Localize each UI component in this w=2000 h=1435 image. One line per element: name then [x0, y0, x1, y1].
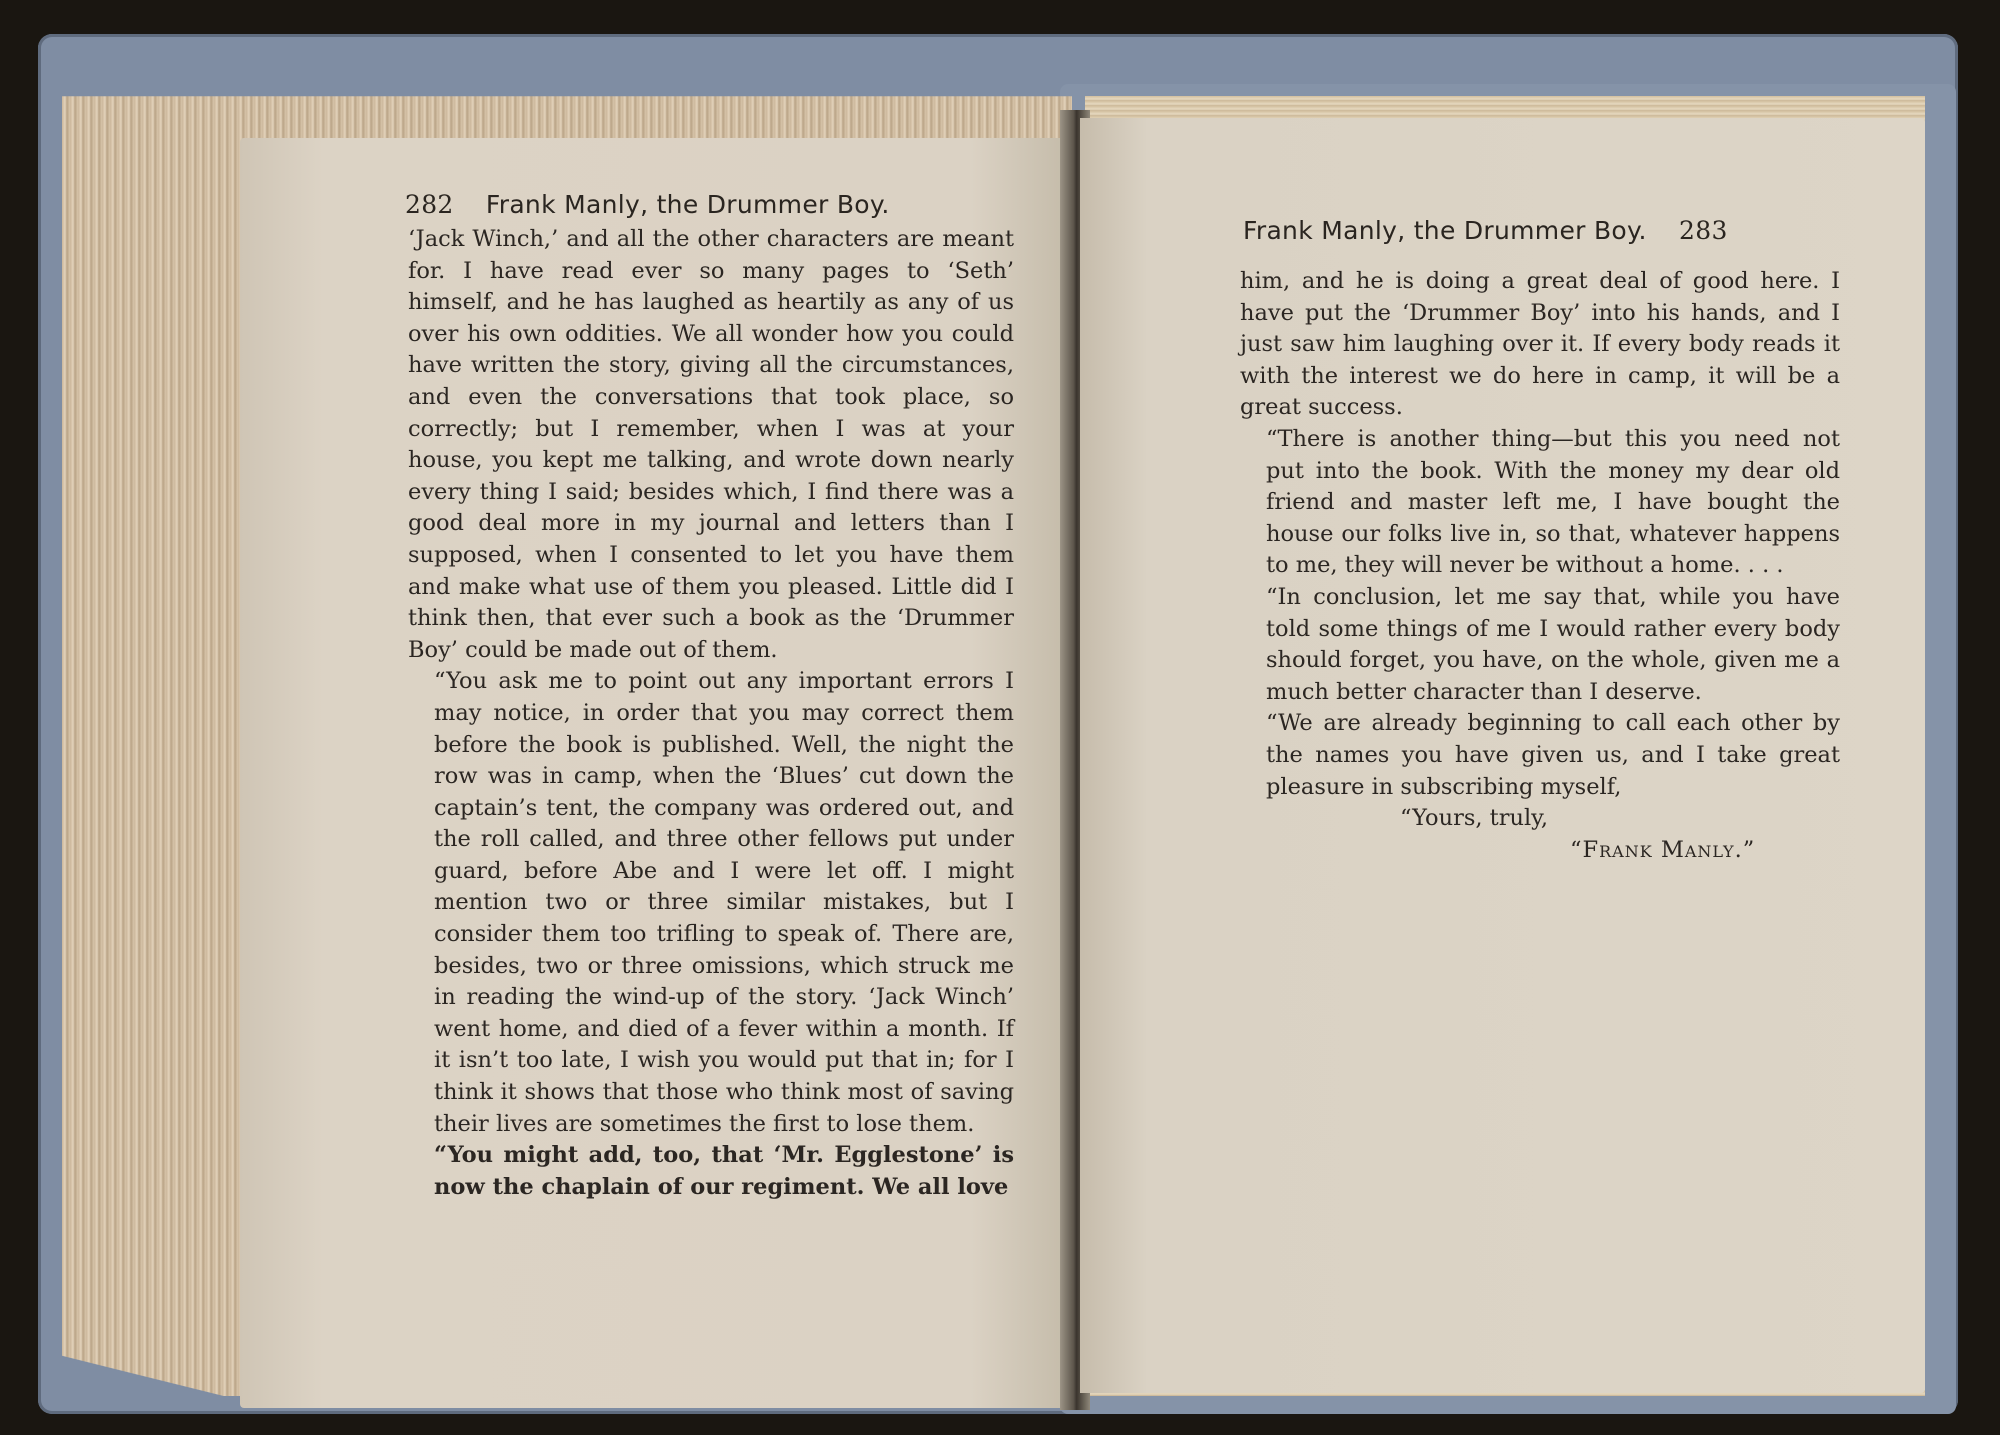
- left-paragraph-2: “You ask me to point out any important errors I may notice, in order that you may correct them before the book is published. Well, the night the row was in camp, when the ‘Blues’ cut down the captain’s tent, the company was ordered out, and the roll called, and three other fellows put under guard, before Abe and I were let off. I might mention two or three similar mistakes, but I consider them too trifling to speak of. There are, besides, two or three omissions, which struck me in reading the wind-up of the story. ‘Jack Winch’ went home, and died of a fever within a month. If it isn’t too late, I wish you would put that in; for I think it shows that those who think most of saving their lives are sometimes the first to lose them.: [434, 668, 1014, 1137]
- right-paragraph-1: him, and he is doing a great deal of good here. I have put the ‘Drummer Boy’ into his hands, and I just saw him laughing over it. If every body reads it with the interest we do here in camp, it will be a great success.: [1240, 268, 1840, 421]
- left-page: [240, 138, 1070, 1408]
- left-running-head: [405, 190, 890, 219]
- letter-closing: “Yours, truly,: [1400, 805, 1549, 832]
- right-paragraph-2: “There is another thing—but this you need not put into the book. With the money my dear old friend and master left me, I have bought the house our folks live in, so that, whatever happens to me, they will never be without a home. . . .: [1266, 425, 1840, 579]
- left-paragraph-3: “You might add, too, that ‘Mr. Egglestone’ is now the chaplain of our regiment. We all love: [434, 1142, 1014, 1200]
- right-paragraph-4: “We are already beginning to call each other by the names you have given us, and I take great pleasure in subscribing myself,: [1266, 710, 1840, 800]
- right-running-title: Frank Manly, the Drummer Boy.: [1243, 216, 1647, 245]
- right-text-block: [1240, 266, 1840, 866]
- right-running-head: [1243, 216, 1728, 245]
- left-paragraph-1: ‘Jack Winch,’ and all the other characters are meant for. I have read ever so many pages to ‘Seth’ himself, and he has laughed as heartily as any of us over his own oddities. We all wonder how you could have written the story, giving all the circumstances, and even the conversations that took place, so correctly; but I remember, when I was at your house, you kept me talking, and wrote down nearly every thing I said; besides which, I find there was a good deal more in my journal and letters than I supposed, when I consented to let you have them and make what use of them you pleased. Little did I think then, that ever such a book as the ‘Drummer Boy’ could be made out of them.: [408, 226, 1014, 663]
- right-paragraph-3: “In conclusion, let me say that, while you have told some things of me I would rather every body should forget, you have, on the whole, given me a much better character than I deserve.: [1266, 583, 1840, 705]
- left-page-number: 282: [405, 190, 454, 219]
- right-page: [1080, 118, 1925, 1393]
- letter-signature: “Frank Manly.”: [1570, 836, 1756, 863]
- right-page-number: 283: [1679, 216, 1728, 245]
- left-running-title: Frank Manly, the Drummer Boy.: [485, 190, 890, 219]
- left-text-block: [408, 224, 1014, 1203]
